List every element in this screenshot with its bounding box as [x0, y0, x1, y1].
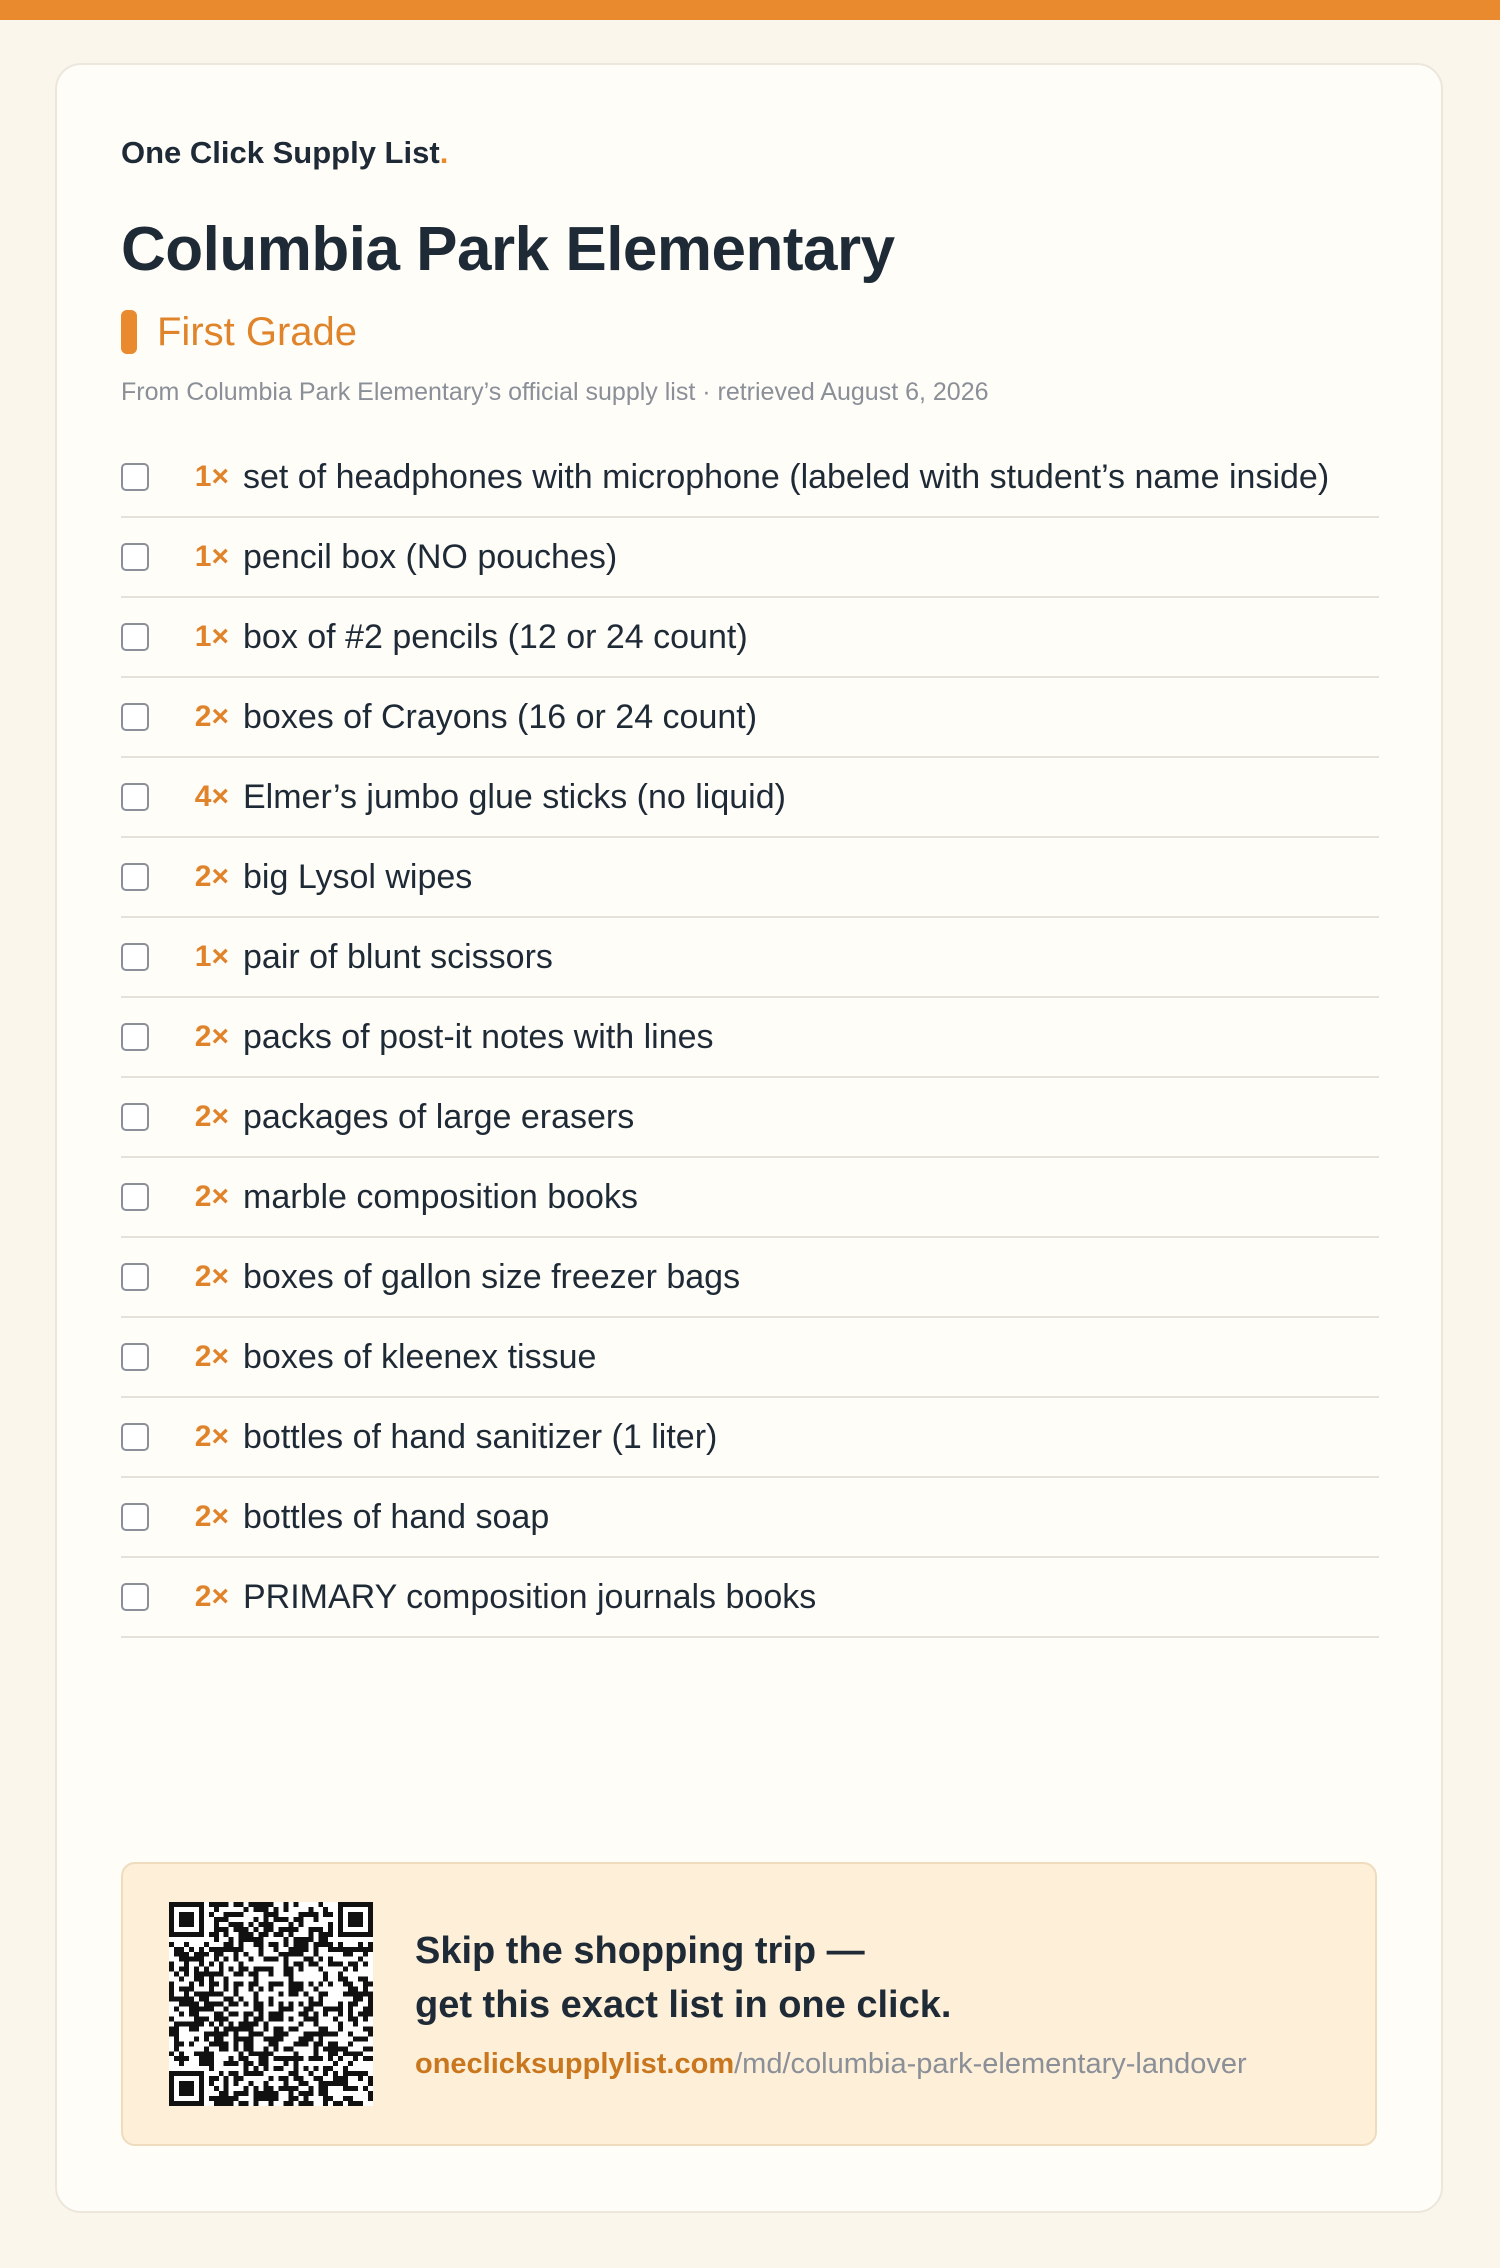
- school-title: Columbia Park Elementary: [121, 215, 895, 284]
- item-quantity: 4×: [194, 780, 229, 813]
- item-checkbox[interactable]: [121, 1583, 149, 1611]
- brand-logo[interactable]: [121, 137, 448, 168]
- list-item: [121, 1078, 1379, 1158]
- item-description: bottles of hand soap: [243, 1497, 550, 1536]
- list-item: [121, 998, 1379, 1078]
- list-item: [121, 918, 1379, 998]
- item-quantity: 2×: [194, 1500, 229, 1533]
- item-checkbox[interactable]: [121, 623, 149, 651]
- source-note: From Columbia Park Elementary’s official supply list · retrieved August 6, 2026: [121, 378, 989, 406]
- item-description: bottles of hand sanitizer (1 liter): [243, 1417, 718, 1456]
- item-checkbox[interactable]: [121, 1183, 149, 1211]
- item-quantity: 2×: [194, 1340, 229, 1373]
- grade-label: First Grade: [157, 310, 358, 354]
- promo-headline-line2: get this exact list in one click.: [415, 1984, 952, 2026]
- item-quantity: 2×: [194, 860, 229, 893]
- brand-name: One Click Supply List: [121, 135, 440, 170]
- item-checkbox[interactable]: [121, 783, 149, 811]
- item-quantity: 2×: [194, 1020, 229, 1053]
- promo-link[interactable]: [415, 2050, 1247, 2079]
- item-description: packs of post-it notes with lines: [243, 1017, 714, 1056]
- item-checkbox[interactable]: [121, 1023, 149, 1051]
- item-checkbox[interactable]: [121, 1263, 149, 1291]
- item-checkbox[interactable]: [121, 1343, 149, 1371]
- item-description: pencil box (NO pouches): [243, 537, 618, 576]
- item-checkbox[interactable]: [121, 1423, 149, 1451]
- item-checkbox[interactable]: [121, 1103, 149, 1131]
- list-item: [121, 1238, 1379, 1318]
- top-accent-bar: [0, 0, 1500, 20]
- list-item: [121, 438, 1379, 518]
- list-item: [121, 678, 1379, 758]
- promo-headline-line1: Skip the shopping trip —: [415, 1930, 865, 1972]
- item-checkbox[interactable]: [121, 463, 149, 491]
- list-item: [121, 838, 1379, 918]
- list-item: [121, 1558, 1379, 1638]
- list-item: [121, 1158, 1379, 1238]
- item-checkbox[interactable]: [121, 543, 149, 571]
- item-checkbox[interactable]: [121, 703, 149, 731]
- list-item: [121, 758, 1379, 838]
- qr-code-icon[interactable]: [169, 1902, 373, 2106]
- item-description: boxes of Crayons (16 or 24 count): [243, 697, 758, 736]
- item-description: boxes of gallon size freezer bags: [243, 1257, 741, 1296]
- item-checkbox[interactable]: [121, 1503, 149, 1531]
- item-description: Elmer’s jumbo glue sticks (no liquid): [243, 777, 786, 816]
- list-item: [121, 1478, 1379, 1558]
- item-description: big Lysol wipes: [243, 857, 473, 896]
- item-quantity: 2×: [194, 1180, 229, 1213]
- item-quantity: 2×: [194, 1580, 229, 1613]
- item-description: boxes of kleenex tissue: [243, 1337, 597, 1376]
- promo-link-path: /md/columbia-park-elementary-landover: [734, 2048, 1247, 2080]
- item-description: pair of blunt scissors: [243, 937, 553, 976]
- item-description: marble composition books: [243, 1177, 638, 1216]
- item-quantity: 1×: [194, 460, 229, 493]
- brand-dot: .: [439, 135, 449, 170]
- promo-box: [121, 1862, 1377, 2146]
- list-item: [121, 518, 1379, 598]
- item-description: box of #2 pencils (12 or 24 count): [243, 617, 748, 656]
- item-quantity: 2×: [194, 700, 229, 733]
- item-quantity: 1×: [194, 540, 229, 573]
- item-quantity: 1×: [194, 620, 229, 653]
- item-quantity: 1×: [194, 940, 229, 973]
- item-checkbox[interactable]: [121, 943, 149, 971]
- list-item: [121, 1398, 1379, 1478]
- grade-heading: [121, 308, 357, 356]
- promo-link-domain: oneclicksupplylist.com: [415, 2048, 735, 2080]
- item-quantity: 2×: [194, 1420, 229, 1453]
- item-description: set of headphones with microphone (labeled with student’s name inside): [243, 457, 1330, 496]
- item-description: packages of large erasers: [243, 1097, 635, 1136]
- item-description: PRIMARY composition journals books: [243, 1577, 817, 1616]
- item-quantity: 2×: [194, 1260, 229, 1293]
- list-item: [121, 1318, 1379, 1398]
- grade-accent-bar: [121, 310, 137, 354]
- item-quantity: 2×: [194, 1100, 229, 1133]
- supply-items-list: [121, 438, 1379, 1638]
- item-checkbox[interactable]: [121, 863, 149, 891]
- list-item: [121, 598, 1379, 678]
